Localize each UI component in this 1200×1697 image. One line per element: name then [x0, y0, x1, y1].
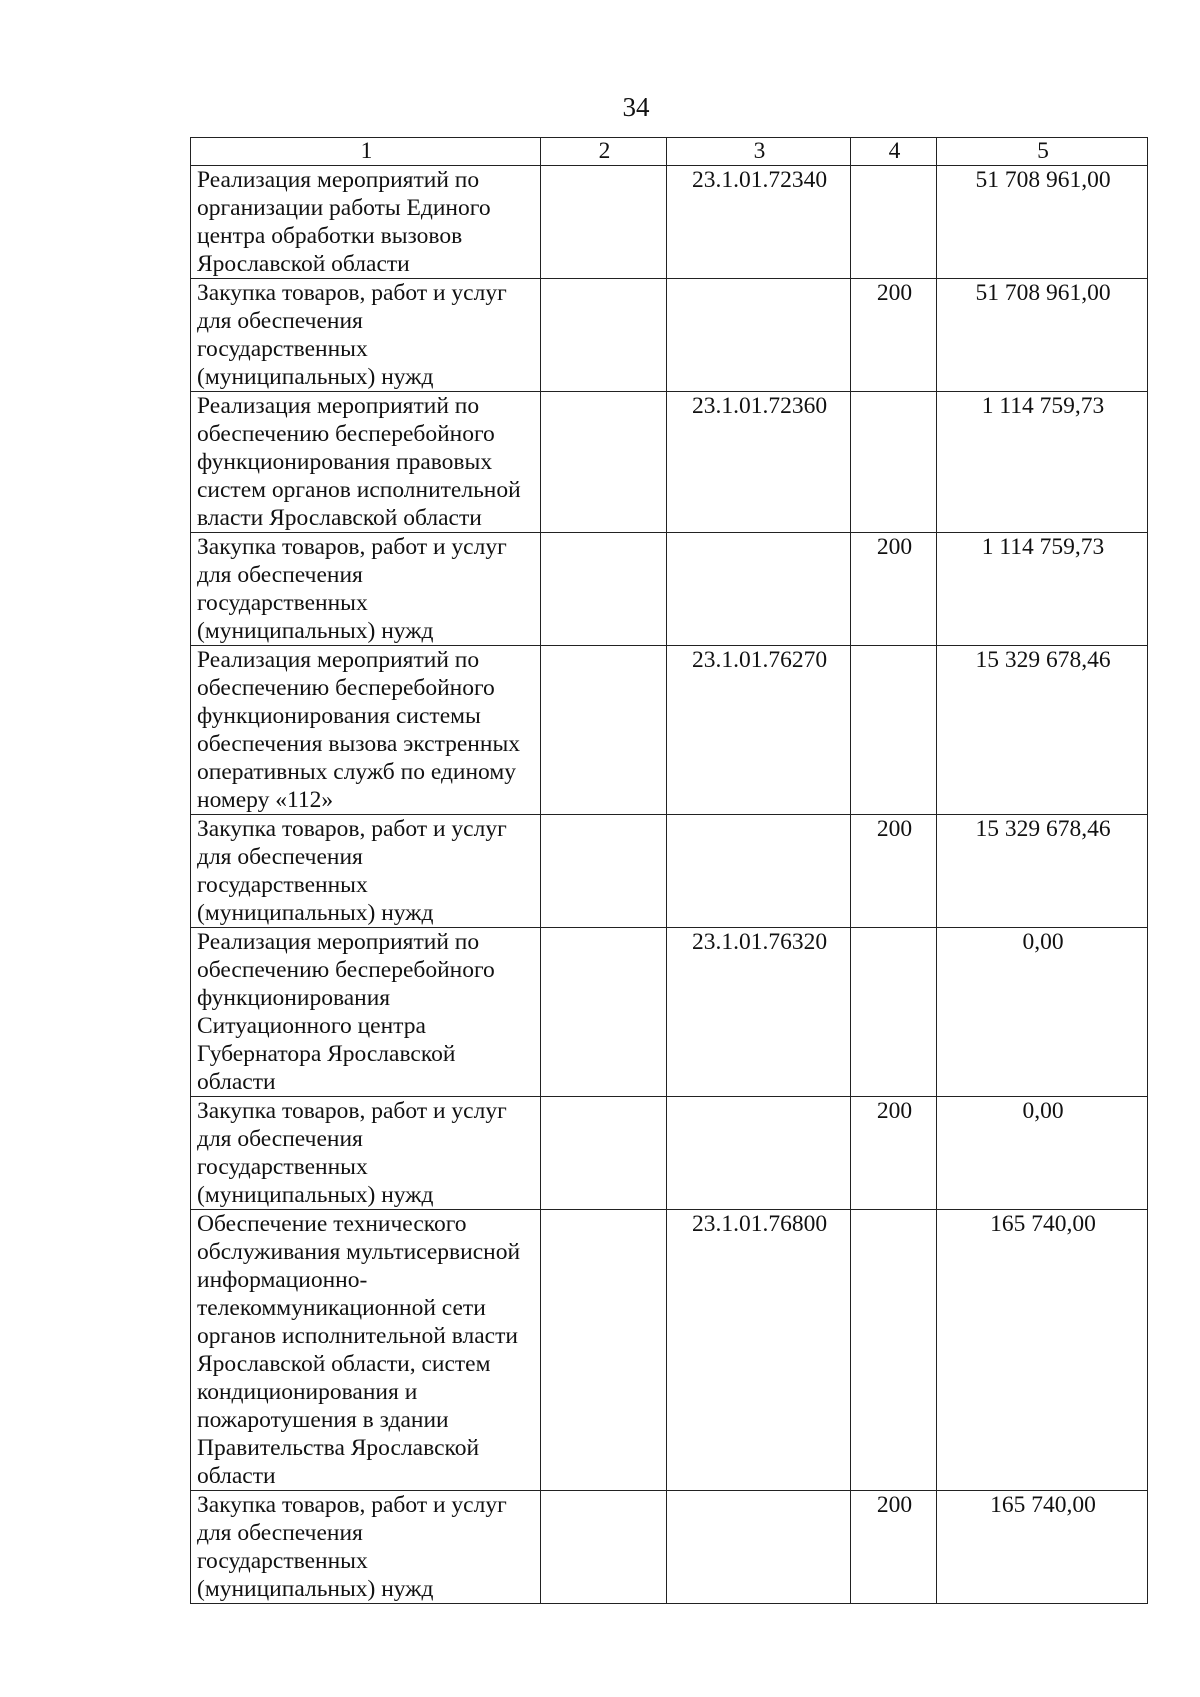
header-col-4: 4 [851, 138, 937, 166]
row-amount: 1 114 759,73 [937, 533, 1148, 646]
row-amount: 165 740,00 [937, 1491, 1148, 1604]
row-type: 200 [851, 279, 937, 392]
row-col2 [541, 533, 667, 646]
row-code: 23.1.01.76800 [667, 1210, 851, 1491]
row-code [667, 533, 851, 646]
row-type [851, 166, 937, 279]
row-code [667, 1097, 851, 1210]
row-type [851, 1210, 937, 1491]
row-name: Закупка товаров, работ и услуг для обеспечения государственных (муниципальных) нужд [191, 1097, 541, 1210]
row-code: 23.1.01.76320 [667, 928, 851, 1097]
row-col2 [541, 392, 667, 533]
row-col2 [541, 1097, 667, 1210]
row-col2 [541, 1210, 667, 1491]
row-name: Обеспечение технического обслуживания мультисервисной информационно-телекоммуникационной сети органов исполнительной власти Ярославской области, систем кондиционирования и пожаротушения в здании Правительства Ярославской области [191, 1210, 541, 1491]
header-col-1: 1 [191, 138, 541, 166]
row-amount: 51 708 961,00 [937, 279, 1148, 392]
table-row [191, 392, 1148, 533]
row-type: 200 [851, 1097, 937, 1210]
row-code: 23.1.01.72360 [667, 392, 851, 533]
row-name: Закупка товаров, работ и услуг для обеспечения государственных (муниципальных) нужд [191, 815, 541, 928]
header-col-3: 3 [667, 138, 851, 166]
row-amount: 0,00 [937, 1097, 1148, 1210]
row-amount: 15 329 678,46 [937, 815, 1148, 928]
row-code [667, 279, 851, 392]
row-type: 200 [851, 1491, 937, 1604]
header-col-2: 2 [541, 138, 667, 166]
row-type [851, 928, 937, 1097]
row-type [851, 392, 937, 533]
table-row [191, 1491, 1148, 1604]
row-amount: 0,00 [937, 928, 1148, 1097]
row-col2 [541, 646, 667, 815]
table-row [191, 1097, 1148, 1210]
table-row [191, 1210, 1148, 1491]
row-code: 23.1.01.72340 [667, 166, 851, 279]
table-row [191, 166, 1148, 279]
row-name: Реализация мероприятий по обеспечению бесперебойного функционирования правовых систем органов исполнительной власти Ярославской области [191, 392, 541, 533]
row-col2 [541, 1491, 667, 1604]
row-code [667, 815, 851, 928]
row-amount: 1 114 759,73 [937, 392, 1148, 533]
row-code [667, 1491, 851, 1604]
row-col2 [541, 815, 667, 928]
row-col2 [541, 279, 667, 392]
row-type [851, 646, 937, 815]
row-amount: 165 740,00 [937, 1210, 1148, 1491]
budget-table [190, 137, 1148, 1604]
row-name: Реализация мероприятий по организации работы Единого центра обработки вызовов Ярославской области [191, 166, 541, 279]
row-amount: 51 708 961,00 [937, 166, 1148, 279]
table-row [191, 279, 1148, 392]
row-type: 200 [851, 533, 937, 646]
header-row [191, 138, 1148, 166]
row-amount: 15 329 678,46 [937, 646, 1148, 815]
table-header [191, 138, 1148, 166]
row-code: 23.1.01.76270 [667, 646, 851, 815]
table-row [191, 646, 1148, 815]
table-body [191, 166, 1148, 1604]
row-name: Закупка товаров, работ и услуг для обеспечения государственных (муниципальных) нужд [191, 533, 541, 646]
page-number: 34 [622, 92, 650, 122]
row-type: 200 [851, 815, 937, 928]
table-row [191, 928, 1148, 1097]
row-name: Реализация мероприятий по обеспечению бесперебойного функционирования Ситуационного центра Губернатора Ярославской области [191, 928, 541, 1097]
table-row [191, 815, 1148, 928]
row-name: Закупка товаров, работ и услуг для обеспечения государственных (муниципальных) нужд [191, 1491, 541, 1604]
row-name: Закупка товаров, работ и услуг для обеспечения государственных (муниципальных) нужд [191, 279, 541, 392]
row-name: Реализация мероприятий по обеспечению бесперебойного функционирования системы обеспечения вызова экстренных оперативных служб по единому номеру «112» [191, 646, 541, 815]
row-col2 [541, 166, 667, 279]
row-col2 [541, 928, 667, 1097]
table-row [191, 533, 1148, 646]
header-col-5: 5 [937, 138, 1148, 166]
